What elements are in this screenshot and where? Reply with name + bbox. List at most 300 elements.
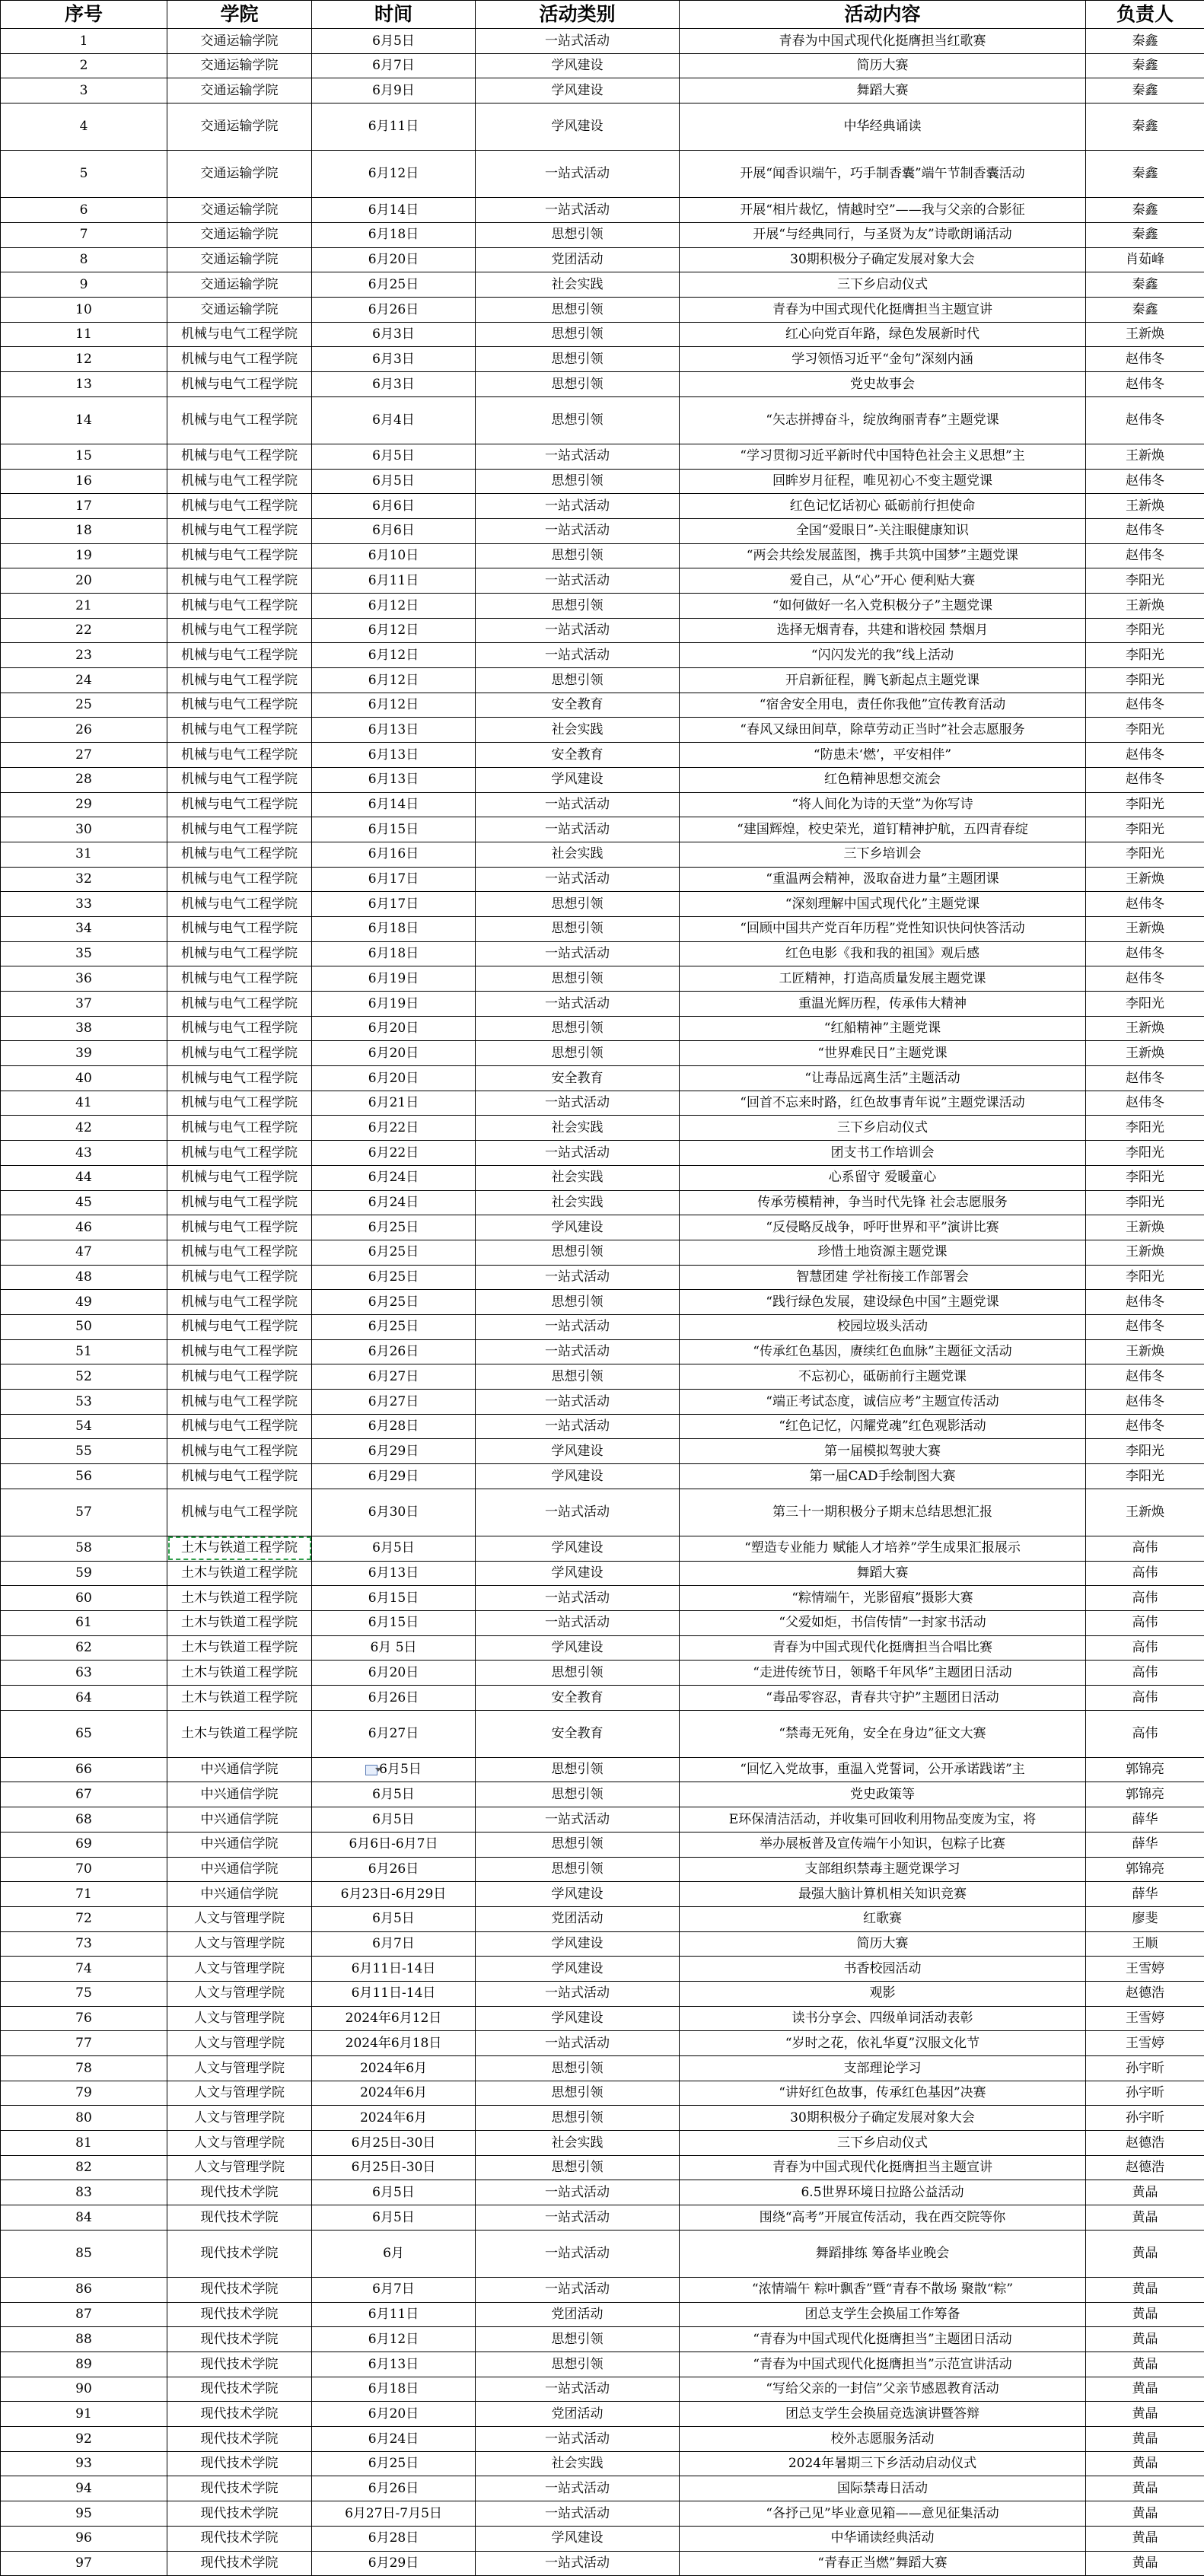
time-cell[interactable]: 6月25日 [312, 272, 476, 298]
category-cell[interactable]: 思想引领 [476, 322, 680, 347]
content-cell[interactable]: 舞蹈排练 筹备毕业晚会 [680, 2230, 1086, 2277]
category-cell[interactable]: 一站式活动 [476, 2427, 680, 2452]
content-cell[interactable]: 6.5世界环境日拉路公益活动 [680, 2180, 1086, 2205]
content-cell[interactable]: “反侵略反战争，呼吁世界和平”演讲比赛 [680, 1215, 1086, 1240]
college-cell[interactable]: 机械与电气工程学院 [167, 1215, 312, 1240]
owner-cell[interactable]: 高伟 [1086, 1586, 1204, 1611]
owner-cell[interactable]: 赵伟冬 [1086, 1066, 1204, 1091]
content-cell[interactable]: 团支书工作培训会 [680, 1141, 1086, 1166]
college-cell[interactable]: 人文与管理学院 [167, 2006, 312, 2031]
seq-cell[interactable]: 44 [1, 1165, 167, 1190]
content-cell[interactable]: 最强大脑计算机相关知识竞赛 [680, 1882, 1086, 1907]
owner-cell[interactable]: 黄晶 [1086, 2302, 1204, 2327]
college-cell[interactable]: 机械与电气工程学院 [167, 372, 312, 397]
content-cell[interactable]: 支部组织禁毒主题党课学习 [680, 1857, 1086, 1882]
content-cell[interactable]: 重温光辉历程，传承伟大精神 [680, 992, 1086, 1017]
owner-cell[interactable]: 李阳光 [1086, 842, 1204, 867]
seq-cell[interactable]: 5 [1, 151, 167, 198]
category-cell[interactable]: 思想引领 [476, 543, 680, 568]
category-cell[interactable]: 安全教育 [476, 743, 680, 768]
college-cell[interactable]: 中兴通信学院 [167, 1807, 312, 1832]
owner-cell[interactable]: 黄晶 [1086, 2402, 1204, 2427]
time-cell[interactable]: 6月5日 [312, 1782, 476, 1807]
category-cell[interactable]: 思想引领 [476, 1240, 680, 1265]
category-cell[interactable]: 学风建设 [476, 1957, 680, 1982]
seq-cell[interactable]: 23 [1, 643, 167, 668]
category-cell[interactable]: 一站式活动 [476, 1390, 680, 1415]
content-cell[interactable]: 国际禁毒日活动 [680, 2476, 1086, 2501]
content-cell[interactable]: 青春为中国式现代化挺膺担当红歌赛 [680, 29, 1086, 54]
seq-cell[interactable]: 76 [1, 2006, 167, 2031]
content-cell[interactable]: 青春为中国式现代化挺膺担当主题宣讲 [680, 298, 1086, 323]
content-cell[interactable]: 支部理论学习 [680, 2056, 1086, 2081]
seq-cell[interactable]: 54 [1, 1414, 167, 1439]
college-cell[interactable]: 机械与电气工程学院 [167, 1414, 312, 1439]
content-cell[interactable]: 团总支学生会换届竞选演讲暨答辩 [680, 2402, 1086, 2427]
owner-cell[interactable]: 王新焕 [1086, 1041, 1204, 1066]
seq-cell[interactable]: 62 [1, 1635, 167, 1661]
college-cell[interactable]: 机械与电气工程学院 [167, 992, 312, 1017]
owner-cell[interactable]: 李阳光 [1086, 1141, 1204, 1166]
time-cell[interactable]: 6月11日 [312, 2302, 476, 2327]
owner-cell[interactable]: 赵伟冬 [1086, 543, 1204, 568]
category-cell[interactable]: 思想引领 [476, 2106, 680, 2131]
seq-cell[interactable]: 71 [1, 1882, 167, 1907]
content-cell[interactable]: 简历大赛 [680, 1931, 1086, 1957]
college-cell[interactable]: 中兴通信学院 [167, 1857, 312, 1882]
category-cell[interactable]: 一站式活动 [476, 1807, 680, 1832]
seq-cell[interactable]: 91 [1, 2402, 167, 2427]
owner-cell[interactable]: 赵伟冬 [1086, 469, 1204, 494]
time-cell[interactable]: 6月27日 [312, 1364, 476, 1390]
content-cell[interactable]: 回眸岁月征程，唯见初心不变主题党课 [680, 469, 1086, 494]
time-cell[interactable]: 6月25日 [312, 1314, 476, 1339]
category-cell[interactable]: 一站式活动 [476, 792, 680, 817]
college-cell[interactable]: 机械与电气工程学院 [167, 892, 312, 917]
content-cell[interactable]: E环保清洁活动，并收集可回收利用物品变废为宝，将 [680, 1807, 1086, 1832]
content-cell[interactable]: 红心向党百年路，绿色发展新时代 [680, 322, 1086, 347]
content-cell[interactable]: 30期积极分子确定发展对象大会 [680, 2106, 1086, 2131]
category-cell[interactable]: 学风建设 [476, 78, 680, 103]
owner-cell[interactable]: 李阳光 [1086, 992, 1204, 1017]
college-cell[interactable]: 机械与电气工程学院 [167, 543, 312, 568]
time-cell[interactable]: 6月28日 [312, 1414, 476, 1439]
college-cell[interactable]: 现代技术学院 [167, 2180, 312, 2205]
category-cell[interactable]: 一站式活动 [476, 867, 680, 892]
college-cell[interactable]: 土木与铁道工程学院 [167, 1561, 312, 1586]
time-cell[interactable]: 6月17日 [312, 892, 476, 917]
time-cell[interactable]: 6月10日 [312, 543, 476, 568]
owner-cell[interactable]: 高伟 [1086, 1635, 1204, 1661]
college-cell[interactable]: 现代技术学院 [167, 2402, 312, 2427]
college-cell[interactable]: 土木与铁道工程学院 [167, 1686, 312, 1711]
header-category[interactable]: 活动类别 [476, 1, 680, 29]
seq-cell[interactable]: 35 [1, 941, 167, 966]
category-cell[interactable]: 学风建设 [476, 2526, 680, 2551]
time-cell[interactable]: 6月24日 [312, 1165, 476, 1190]
content-cell[interactable]: 举办展板普及宣传端午小知识，包粽子比赛 [680, 1832, 1086, 1857]
seq-cell[interactable]: 13 [1, 372, 167, 397]
seq-cell[interactable]: 84 [1, 2205, 167, 2231]
owner-cell[interactable]: 李阳光 [1086, 1165, 1204, 1190]
content-cell[interactable]: “青春为中国式现代化挺膺担当”示范宣讲活动 [680, 2352, 1086, 2377]
college-cell[interactable]: 现代技术学院 [167, 2277, 312, 2302]
paste-options-icon[interactable] [365, 1765, 377, 1775]
seq-cell[interactable]: 11 [1, 322, 167, 347]
owner-cell[interactable]: 王新焕 [1086, 1489, 1204, 1536]
content-cell[interactable]: “岁时之花，依礼华夏”汉服文化节 [680, 2031, 1086, 2056]
college-cell[interactable]: 现代技术学院 [167, 2476, 312, 2501]
seq-cell[interactable]: 2 [1, 53, 167, 78]
header-seq[interactable]: 序号 [1, 1, 167, 29]
category-cell[interactable]: 思想引领 [476, 892, 680, 917]
owner-cell[interactable]: 李阳光 [1086, 718, 1204, 743]
content-cell[interactable]: 传承劳模精神，争当时代先锋 社会志愿服务 [680, 1190, 1086, 1215]
time-cell[interactable]: 6月27日 [312, 1710, 476, 1757]
college-cell[interactable]: 中兴通信学院 [167, 1882, 312, 1907]
time-cell[interactable]: 6月26日 [312, 1339, 476, 1364]
content-cell[interactable]: “父爱如炬，书信传情”一封家书活动 [680, 1610, 1086, 1635]
college-cell[interactable]: 机械与电气工程学院 [167, 322, 312, 347]
owner-cell[interactable]: 赵伟冬 [1086, 1314, 1204, 1339]
category-cell[interactable]: 学风建设 [476, 767, 680, 792]
college-cell[interactable]: 机械与电气工程学院 [167, 1464, 312, 1489]
seq-cell[interactable]: 85 [1, 2230, 167, 2277]
content-cell[interactable]: 开展“与经典同行，与圣贤为友”诗歌朗诵活动 [680, 222, 1086, 247]
seq-cell[interactable]: 31 [1, 842, 167, 867]
content-cell[interactable]: “宿舍安全用电，责任你我他”宣传教育活动 [680, 693, 1086, 718]
content-cell[interactable]: 第一届CAD手绘制图大赛 [680, 1464, 1086, 1489]
owner-cell[interactable]: 薛华 [1086, 1807, 1204, 1832]
owner-cell[interactable]: 秦鑫 [1086, 222, 1204, 247]
college-cell[interactable]: 机械与电气工程学院 [167, 444, 312, 469]
time-cell[interactable]: 6月15日 [312, 817, 476, 842]
seq-cell[interactable]: 57 [1, 1489, 167, 1536]
owner-cell[interactable]: 黄晶 [1086, 2352, 1204, 2377]
seq-cell[interactable]: 93 [1, 2451, 167, 2476]
time-cell[interactable]: 6月13日 [312, 743, 476, 768]
seq-cell[interactable]: 89 [1, 2352, 167, 2377]
category-cell[interactable]: 一站式活动 [476, 1314, 680, 1339]
owner-cell[interactable]: 赵伟冬 [1086, 767, 1204, 792]
content-cell[interactable]: “两会共绘发展蓝图，携手共筑中国梦”主题党课 [680, 543, 1086, 568]
content-cell[interactable]: “端正考试态度，诚信应考”主题宣传活动 [680, 1390, 1086, 1415]
time-cell[interactable]: 6月11日-14日 [312, 1957, 476, 1982]
college-cell[interactable]: 土木与铁道工程学院 [167, 1610, 312, 1635]
seq-cell[interactable]: 61 [1, 1610, 167, 1635]
category-cell[interactable]: 一站式活动 [476, 2180, 680, 2205]
category-cell[interactable]: 社会实践 [476, 842, 680, 867]
college-cell[interactable]: 中兴通信学院 [167, 1757, 312, 1782]
content-cell[interactable]: “走进传统节日，领略千年风华”主题团日活动 [680, 1661, 1086, 1686]
owner-cell[interactable]: 肖茹峰 [1086, 247, 1204, 272]
time-cell[interactable]: 6月25日-30日 [312, 2155, 476, 2180]
category-cell[interactable]: 党团活动 [476, 2302, 680, 2327]
content-cell[interactable]: “粽情端午，光影留痕”摄影大赛 [680, 1586, 1086, 1611]
time-cell[interactable]: 6月20日 [312, 1661, 476, 1686]
owner-cell[interactable]: 王新焕 [1086, 1215, 1204, 1240]
college-cell[interactable]: 中兴通信学院 [167, 1832, 312, 1857]
header-content[interactable]: 活动内容 [680, 1, 1086, 29]
content-cell[interactable]: 书香校园活动 [680, 1957, 1086, 1982]
college-cell[interactable]: 交通运输学院 [167, 272, 312, 298]
owner-cell[interactable]: 秦鑫 [1086, 53, 1204, 78]
category-cell[interactable]: 思想引领 [476, 1041, 680, 1066]
category-cell[interactable]: 一站式活动 [476, 618, 680, 643]
owner-cell[interactable]: 黄晶 [1086, 2327, 1204, 2352]
college-cell[interactable]: 机械与电气工程学院 [167, 568, 312, 594]
college-cell[interactable]: 机械与电气工程学院 [167, 718, 312, 743]
seq-cell[interactable]: 86 [1, 2277, 167, 2302]
seq-cell[interactable]: 67 [1, 1782, 167, 1807]
category-cell[interactable]: 党团活动 [476, 2402, 680, 2427]
category-cell[interactable]: 一站式活动 [476, 2501, 680, 2527]
time-cell[interactable]: 6月9日 [312, 78, 476, 103]
time-cell[interactable]: 6月14日 [312, 792, 476, 817]
category-cell[interactable]: 学风建设 [476, 1464, 680, 1489]
category-cell[interactable]: 一站式活动 [476, 817, 680, 842]
college-cell[interactable]: 现代技术学院 [167, 2451, 312, 2476]
seq-cell[interactable]: 96 [1, 2526, 167, 2551]
college-cell[interactable]: 机械与电气工程学院 [167, 1141, 312, 1166]
seq-cell[interactable]: 39 [1, 1041, 167, 1066]
category-cell[interactable]: 党团活动 [476, 247, 680, 272]
category-cell[interactable]: 学风建设 [476, 1931, 680, 1957]
time-cell[interactable]: 6月5日 [312, 1906, 476, 1931]
time-cell[interactable]: 6月12日 [312, 594, 476, 619]
time-cell[interactable]: 6月6日-6月7日 [312, 1832, 476, 1857]
category-cell[interactable]: 思想引领 [476, 372, 680, 397]
seq-cell[interactable]: 42 [1, 1116, 167, 1141]
content-cell[interactable]: 党史政策等 [680, 1782, 1086, 1807]
category-cell[interactable]: 一站式活动 [476, 444, 680, 469]
content-cell[interactable]: 党史故事会 [680, 372, 1086, 397]
college-cell[interactable]: 机械与电气工程学院 [167, 1066, 312, 1091]
time-cell[interactable]: 6月25日 [312, 1290, 476, 1315]
owner-cell[interactable]: 黄晶 [1086, 2180, 1204, 2205]
time-cell[interactable]: 6月17日 [312, 867, 476, 892]
college-cell[interactable]: 现代技术学院 [167, 2327, 312, 2352]
owner-cell[interactable]: 孙宇昕 [1086, 2081, 1204, 2106]
college-cell[interactable]: 机械与电气工程学院 [167, 1190, 312, 1215]
content-cell[interactable]: “矢志拼搏奋斗，绽放绚丽青春”主题党课 [680, 396, 1086, 444]
content-cell[interactable]: 三下乡启动仪式 [680, 1116, 1086, 1141]
time-cell[interactable]: 6月28日 [312, 2526, 476, 2551]
content-cell[interactable]: 中华经典诵读 [680, 103, 1086, 151]
content-cell[interactable]: “禁毒无死角，安全在身边”征文大赛 [680, 1710, 1086, 1757]
college-cell[interactable]: 人文与管理学院 [167, 2056, 312, 2081]
seq-cell[interactable]: 26 [1, 718, 167, 743]
category-cell[interactable]: 一站式活动 [476, 1981, 680, 2006]
college-cell[interactable]: 机械与电气工程学院 [167, 668, 312, 693]
college-cell[interactable]: 机械与电气工程学院 [167, 469, 312, 494]
time-cell[interactable]: 6月3日 [312, 322, 476, 347]
content-cell[interactable]: “青春为中国式现代化挺膺担当”主题团日活动 [680, 2327, 1086, 2352]
college-cell[interactable]: 机械与电气工程学院 [167, 494, 312, 519]
content-cell[interactable]: 三下乡启动仪式 [680, 272, 1086, 298]
category-cell[interactable]: 思想引领 [476, 916, 680, 941]
category-cell[interactable]: 思想引领 [476, 222, 680, 247]
seq-cell[interactable]: 1 [1, 29, 167, 54]
time-cell[interactable]: 6月13日 [312, 718, 476, 743]
seq-cell[interactable]: 63 [1, 1661, 167, 1686]
college-cell[interactable]: 土木与铁道工程学院 [167, 1536, 312, 1561]
time-cell[interactable]: 6月16日 [312, 842, 476, 867]
time-cell[interactable]: 6月20日 [312, 1041, 476, 1066]
college-cell[interactable]: 机械与电气工程学院 [167, 767, 312, 792]
owner-cell[interactable]: 黄晶 [1086, 2551, 1204, 2576]
time-cell[interactable]: 6月26日 [312, 1857, 476, 1882]
owner-cell[interactable]: 王雪婷 [1086, 1957, 1204, 1982]
owner-cell[interactable]: 赵伟冬 [1086, 693, 1204, 718]
owner-cell[interactable]: 黄晶 [1086, 2451, 1204, 2476]
content-cell[interactable]: 简历大赛 [680, 53, 1086, 78]
time-cell[interactable]: 6月30日 [312, 1489, 476, 1536]
time-cell[interactable]: 6月20日 [312, 1016, 476, 1041]
owner-cell[interactable]: 秦鑫 [1086, 29, 1204, 54]
time-cell[interactable]: 6月29日 [312, 1464, 476, 1489]
seq-cell[interactable]: 19 [1, 543, 167, 568]
time-cell[interactable]: 6月15日 [312, 1586, 476, 1611]
content-cell[interactable]: 中华诵读经典活动 [680, 2526, 1086, 2551]
seq-cell[interactable]: 4 [1, 103, 167, 151]
owner-cell[interactable]: 赵伟冬 [1086, 1364, 1204, 1390]
category-cell[interactable]: 思想引领 [476, 1016, 680, 1041]
owner-cell[interactable]: 黄晶 [1086, 2427, 1204, 2452]
category-cell[interactable]: 思想引领 [476, 1757, 680, 1782]
owner-cell[interactable]: 秦鑫 [1086, 298, 1204, 323]
time-cell[interactable]: 2024年6月12日 [312, 2006, 476, 2031]
time-cell[interactable]: 6月5日 [312, 444, 476, 469]
seq-cell[interactable]: 70 [1, 1857, 167, 1882]
seq-cell[interactable]: 94 [1, 2476, 167, 2501]
college-cell[interactable]: 机械与电气工程学院 [167, 1390, 312, 1415]
content-cell[interactable]: “春风又绿田间草，除草劳动正当时”社会志愿服务 [680, 718, 1086, 743]
seq-cell[interactable]: 21 [1, 594, 167, 619]
content-cell[interactable]: “防患未‘燃’，平安相伴” [680, 743, 1086, 768]
college-cell[interactable]: 机械与电气工程学院 [167, 1290, 312, 1315]
content-cell[interactable]: “讲好红色故事，传承红色基因”决赛 [680, 2081, 1086, 2106]
owner-cell[interactable]: 李阳光 [1086, 618, 1204, 643]
seq-cell[interactable]: 12 [1, 347, 167, 372]
college-cell[interactable]: 现代技术学院 [167, 2352, 312, 2377]
seq-cell[interactable]: 82 [1, 2155, 167, 2180]
time-cell[interactable]: 6月5日 [312, 2180, 476, 2205]
owner-cell[interactable]: 李阳光 [1086, 568, 1204, 594]
college-cell[interactable]: 人文与管理学院 [167, 1981, 312, 2006]
seq-cell[interactable]: 74 [1, 1957, 167, 1982]
seq-cell[interactable]: 6 [1, 198, 167, 223]
category-cell[interactable]: 思想引领 [476, 396, 680, 444]
owner-cell[interactable]: 李阳光 [1086, 1464, 1204, 1489]
time-cell[interactable]: 6月4日 [312, 396, 476, 444]
seq-cell[interactable]: 60 [1, 1586, 167, 1611]
seq-cell[interactable]: 77 [1, 2031, 167, 2056]
college-cell[interactable]: 机械与电气工程学院 [167, 1439, 312, 1464]
category-cell[interactable]: 思想引领 [476, 347, 680, 372]
college-cell[interactable]: 人文与管理学院 [167, 1931, 312, 1957]
owner-cell[interactable]: 李阳光 [1086, 1116, 1204, 1141]
college-cell[interactable]: 交通运输学院 [167, 29, 312, 54]
category-cell[interactable]: 学风建设 [476, 53, 680, 78]
owner-cell[interactable]: 黄晶 [1086, 2526, 1204, 2551]
college-cell[interactable]: 机械与电气工程学院 [167, 1116, 312, 1141]
content-cell[interactable]: 三下乡培训会 [680, 842, 1086, 867]
header-time[interactable]: 时间 [312, 1, 476, 29]
category-cell[interactable]: 社会实践 [476, 2451, 680, 2476]
owner-cell[interactable]: 王新焕 [1086, 1240, 1204, 1265]
seq-cell[interactable]: 66 [1, 1757, 167, 1782]
owner-cell[interactable]: 李阳光 [1086, 643, 1204, 668]
owner-cell[interactable]: 高伟 [1086, 1561, 1204, 1586]
time-cell[interactable]: 6月25日 [312, 1240, 476, 1265]
category-cell[interactable]: 一站式活动 [476, 2377, 680, 2402]
time-cell[interactable]: 6月7日 [312, 2277, 476, 2302]
time-cell[interactable]: 6月18日 [312, 916, 476, 941]
seq-cell[interactable]: 49 [1, 1290, 167, 1315]
category-cell[interactable]: 一站式活动 [476, 198, 680, 223]
category-cell[interactable]: 学风建设 [476, 103, 680, 151]
content-cell[interactable]: 爱自己，从“心”开心 便利贴大赛 [680, 568, 1086, 594]
owner-cell[interactable]: 黄晶 [1086, 2230, 1204, 2277]
time-cell[interactable]: 6月19日 [312, 992, 476, 1017]
owner-cell[interactable]: 秦鑫 [1086, 272, 1204, 298]
content-cell[interactable]: “回首不忘来时路，红色故事青年说”主题党课活动 [680, 1091, 1086, 1116]
owner-cell[interactable]: 孙宇昕 [1086, 2056, 1204, 2081]
time-cell[interactable]: 6月22日 [312, 1141, 476, 1166]
owner-cell[interactable]: 赵伟冬 [1086, 743, 1204, 768]
category-cell[interactable]: 一站式活动 [476, 643, 680, 668]
college-cell[interactable]: 机械与电气工程学院 [167, 347, 312, 372]
seq-cell[interactable]: 69 [1, 1832, 167, 1857]
content-cell[interactable]: 红色精神思想交流会 [680, 767, 1086, 792]
college-cell[interactable]: 交通运输学院 [167, 298, 312, 323]
seq-cell[interactable]: 28 [1, 767, 167, 792]
seq-cell[interactable]: 81 [1, 2131, 167, 2156]
owner-cell[interactable]: 黄晶 [1086, 2501, 1204, 2527]
college-cell[interactable]: 人文与管理学院 [167, 2081, 312, 2106]
seq-cell[interactable]: 30 [1, 817, 167, 842]
college-cell[interactable]: 交通运输学院 [167, 247, 312, 272]
owner-cell[interactable]: 赵德浩 [1086, 1981, 1204, 2006]
college-cell[interactable]: 机械与电气工程学院 [167, 916, 312, 941]
time-cell[interactable]: 6月12日 [312, 693, 476, 718]
seq-cell[interactable]: 14 [1, 396, 167, 444]
header-owner[interactable]: 负责人 [1086, 1, 1204, 29]
college-cell[interactable]: 人文与管理学院 [167, 2131, 312, 2156]
owner-cell[interactable]: 赵伟冬 [1086, 892, 1204, 917]
time-cell[interactable]: 6月11日-14日 [312, 1981, 476, 2006]
category-cell[interactable]: 社会实践 [476, 1116, 680, 1141]
category-cell[interactable]: 一站式活动 [476, 2230, 680, 2277]
seq-cell[interactable]: 88 [1, 2327, 167, 2352]
content-cell[interactable]: 红色记忆话初心 砥砺前行担使命 [680, 494, 1086, 519]
seq-cell[interactable]: 87 [1, 2302, 167, 2327]
owner-cell[interactable]: 赵伟冬 [1086, 1414, 1204, 1439]
seq-cell[interactable]: 78 [1, 2056, 167, 2081]
category-cell[interactable]: 学风建设 [476, 1439, 680, 1464]
category-cell[interactable]: 党团活动 [476, 1906, 680, 1931]
content-cell[interactable]: “如何做好一名入党积极分子”主题党课 [680, 594, 1086, 619]
category-cell[interactable]: 思想引领 [476, 1832, 680, 1857]
content-cell[interactable]: “传承红色基因，赓续红色血脉”主题征文活动 [680, 1339, 1086, 1364]
time-cell[interactable]: 6月25日 [312, 1265, 476, 1290]
seq-cell[interactable]: 48 [1, 1265, 167, 1290]
college-cell[interactable]: 机械与电气工程学院 [167, 1339, 312, 1364]
college-cell[interactable]: 机械与电气工程学院 [167, 1240, 312, 1265]
category-cell[interactable]: 学风建设 [476, 1215, 680, 1240]
content-cell[interactable]: 学习领悟习近平“金句”深刻内涵 [680, 347, 1086, 372]
